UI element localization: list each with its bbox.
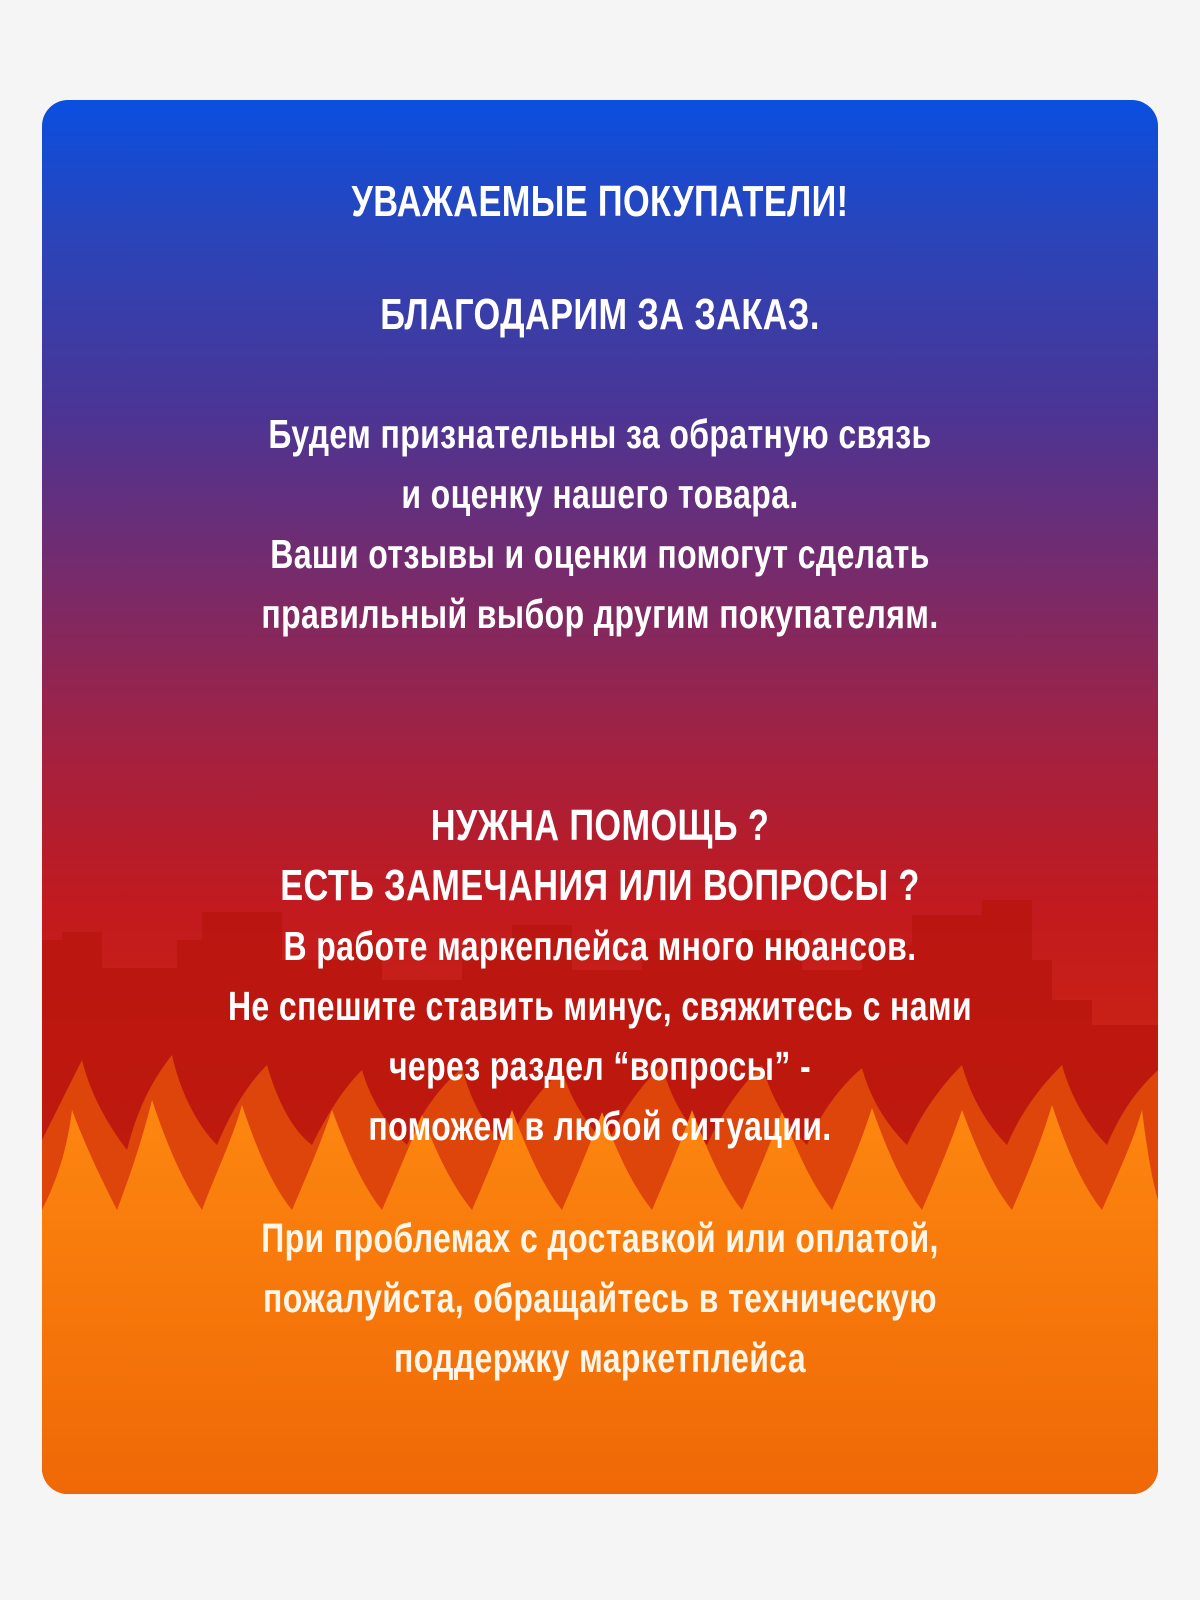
support-line: пожалуйста, обращайтесь в техническую [263,1275,937,1321]
thanks-heading: БЛАГОДАРИМ ЗА ЗАКАЗ. [380,290,820,339]
help-line: Не спешите ставить минус, свяжитесь с нами [227,983,973,1029]
feedback-line: Ваши отзывы и оценки помогут сделать [270,531,930,577]
message-card [42,100,1158,1494]
card-text [42,100,1158,1494]
greeting-heading: УВАЖАЕМЫЕ ПОКУПАТЕЛИ! [351,177,849,226]
support-line: При проблемах с доставкой или оплатой, [261,1215,939,1261]
feedback-line: Будем признательны за обратную связь [268,411,932,457]
support-line: поддержку маркетплейса [393,1335,807,1381]
help-line: через раздел “вопросы” - [388,1043,812,1089]
feedback-line: и оценку нашего товара. [401,471,799,517]
help-heading: ЕСТЬ ЗАМЕЧАНИЯ ИЛИ ВОПРОСЫ ? [280,861,920,910]
help-line: поможем в любой ситуации. [368,1103,832,1149]
feedback-line: правильный выбор другим покупателям. [261,591,939,637]
help-line: В работе маркеплейса много нюансов. [283,923,917,969]
help-heading: НУЖНА ПОМОЩЬ ? [430,801,770,850]
